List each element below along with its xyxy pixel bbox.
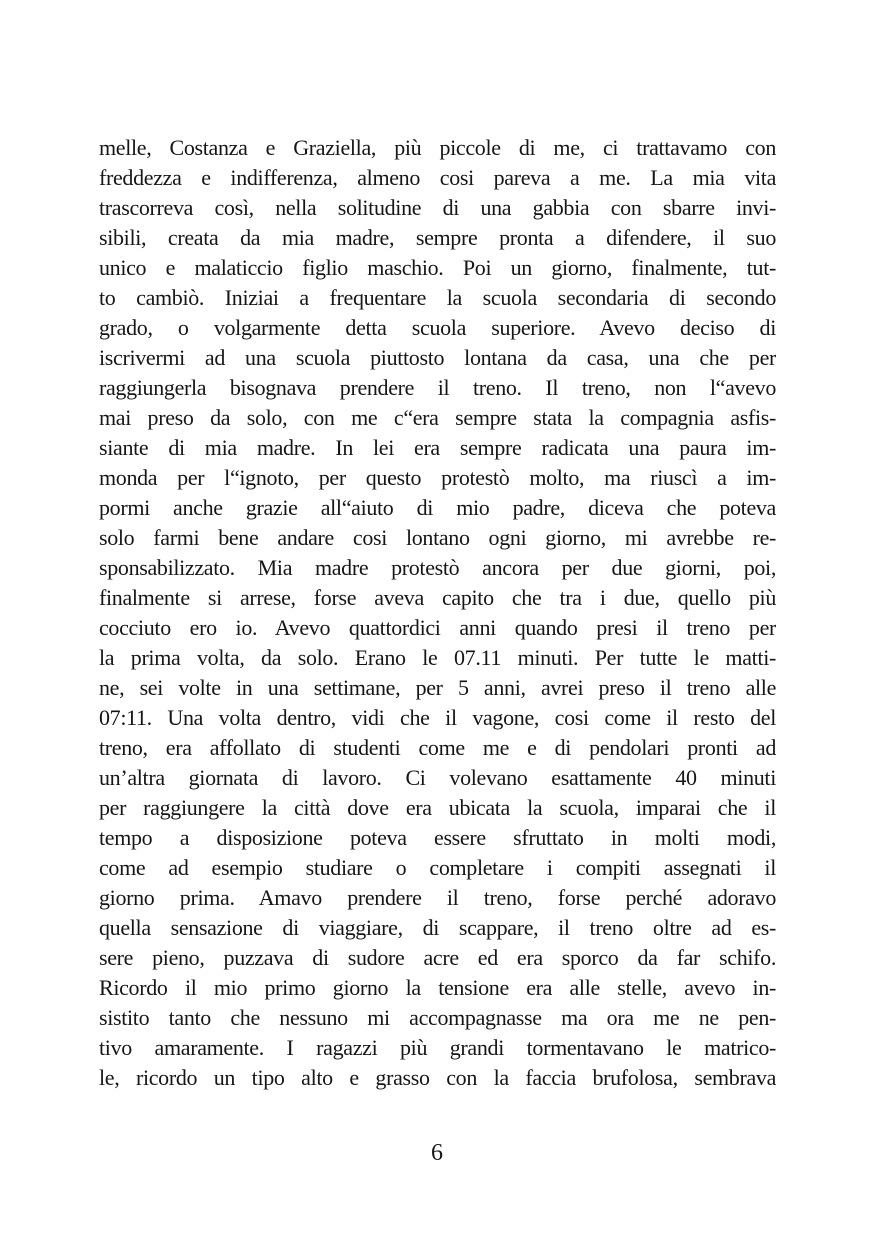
- text-line: melle, Costanza e Graziella, più piccole di me, ci trattavamo con: [99, 135, 776, 160]
- text-line: tivo amaramente. I ragazzi più grandi tormentavano le matrico-: [99, 1035, 776, 1060]
- text-line: freddezza e indifferenza, almeno cosi pareva a me. La mia vita: [99, 165, 776, 190]
- text-line: grado, o volgarmente detta scuola superiore. Avevo deciso di: [99, 315, 776, 340]
- text-line: quella sensazione di viaggiare, di scappare, il treno oltre ad es-: [99, 915, 776, 940]
- text-line: come ad esempio studiare o completare i compiti assegnati il: [99, 855, 776, 880]
- text-line: siante di mia madre. In lei era sempre radicata una paura im-: [99, 435, 776, 460]
- text-line: pormi anche grazie all“aiuto di mio padre, diceva che poteva: [99, 495, 776, 520]
- text-line: sere pieno, puzzava di sudore acre ed era sporco da far schifo.: [99, 945, 776, 970]
- text-line: Ricordo il mio primo giorno la tensione era alle stelle, avevo in-: [99, 975, 776, 1000]
- text-line: le, ricordo un tipo alto e grasso con la faccia brufolosa, sembrava: [99, 1065, 776, 1090]
- text-line: iscrivermi ad una scuola piuttosto lontana da casa, una che per: [99, 345, 776, 370]
- text-line: unico e malaticcio figlio maschio. Poi un giorno, finalmente, tut-: [99, 255, 776, 280]
- text-line: solo farmi bene andare cosi lontano ogni giorno, mi avrebbe re-: [99, 525, 776, 550]
- text-line: mai preso da solo, con me c“era sempre stata la compagnia asfis-: [99, 405, 776, 430]
- text-line: un’altra giornata di lavoro. Ci volevano esattamente 40 minuti: [99, 765, 776, 790]
- text-line: to cambiò. Iniziai a frequentare la scuola secondaria di secondo: [99, 285, 776, 310]
- text-line: per raggiungere la città dove era ubicata la scuola, imparai che il: [99, 795, 776, 820]
- text-line: monda per l“ignoto, per questo protestò molto, ma riuscì a im-: [99, 465, 776, 490]
- text-line: treno, era affollato di studenti come me e di pendolari pronti ad: [99, 735, 776, 760]
- text-line: sibili, creata da mia madre, sempre pronta a difendere, il suo: [99, 225, 776, 250]
- page-number: 6: [431, 1140, 443, 1166]
- text-line: sponsabilizzato. Mia madre protestò ancora per due giorni, poi,: [99, 555, 776, 580]
- text-line: giorno prima. Amavo prendere il treno, forse perché adoravo: [99, 885, 776, 910]
- body-text: [99, 133, 776, 1093]
- text-line: raggiungerla bisognava prendere il treno. Il treno, non l“avevo: [99, 375, 776, 400]
- text-line: 07:11. Una volta dentro, vidi che il vagone, cosi come il resto del: [99, 705, 776, 730]
- text-line: finalmente si arrese, forse aveva capito che tra i due, quello più: [99, 585, 776, 610]
- text-line: sistito tanto che nessuno mi accompagnasse ma ora me ne pen-: [99, 1005, 776, 1030]
- text-line: cocciuto ero io. Avevo quattordici anni quando presi il treno per: [99, 615, 776, 640]
- text-line: la prima volta, da solo. Erano le 07.11 minuti. Per tutte le matti-: [99, 645, 776, 670]
- text-line: ne, sei volte in una settimane, per 5 anni, avrei preso il treno alle: [99, 675, 776, 700]
- text-line: trascorreva così, nella solitudine di una gabbia con sbarre invi-: [99, 195, 776, 220]
- text-line: tempo a disposizione poteva essere sfruttato in molti modi,: [99, 825, 776, 850]
